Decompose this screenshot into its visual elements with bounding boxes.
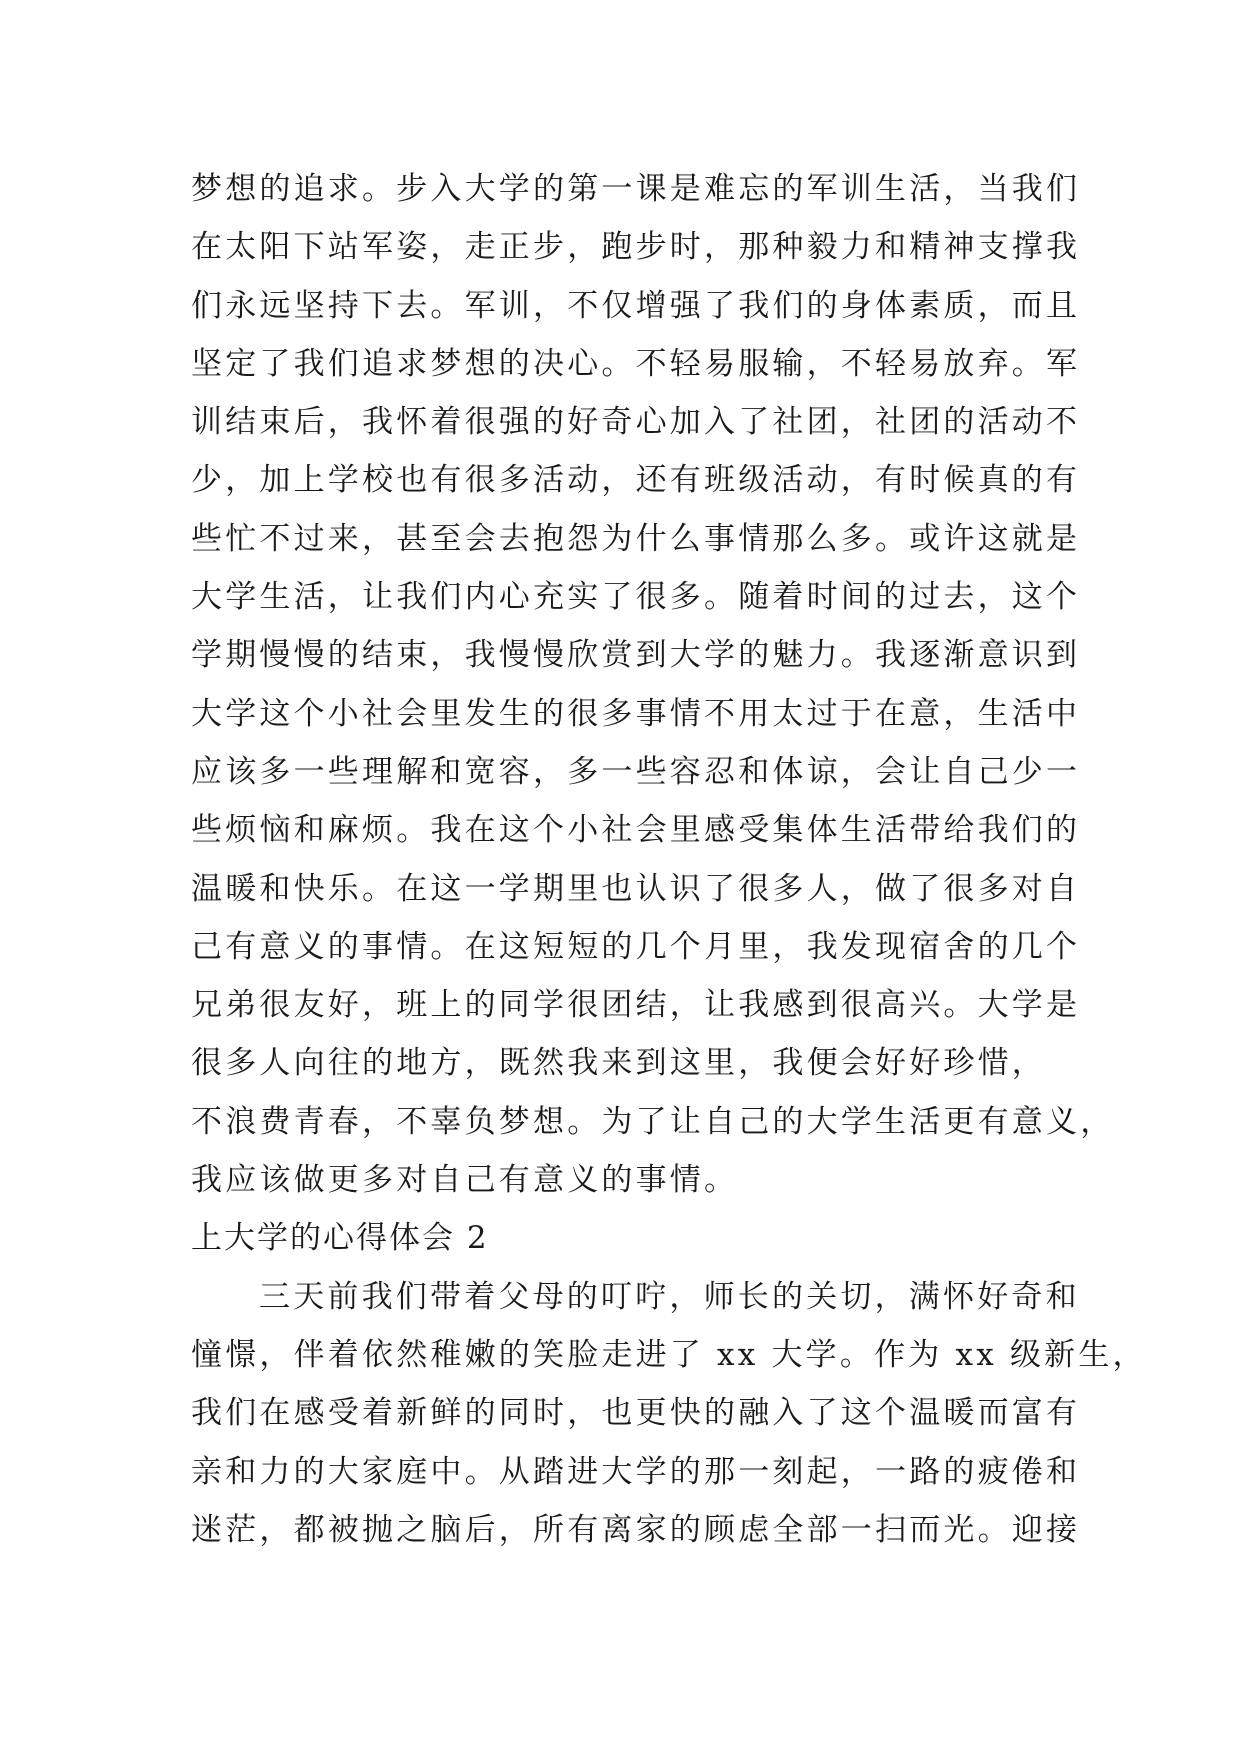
paragraph-line: 学期慢慢的结束，我慢慢欣赏到大学的魅力。我逐渐意识到	[191, 637, 1081, 674]
paragraph-line: 很多人向往的地方，既然我来到这里，我便会好好珍惜，	[191, 1045, 1046, 1082]
paragraph-line: 在太阳下站军姿，走正步，跑步时，那种毅力和精神支撑我	[191, 229, 1081, 266]
paragraph-line: 些忙不过来，甚至会去抱怨为什么事情那么多。或许这就是	[191, 520, 1081, 557]
paragraph-line: 我们在感受着新鲜的同时，也更快的融入了这个温暖而富有	[191, 1395, 1081, 1432]
paragraph-line: 训结束后，我怀着很强的好奇心加入了社团，社团的活动不	[191, 404, 1081, 441]
paragraph-line: 我应该做更多对自己有意义的事情。	[191, 1162, 739, 1199]
paragraph-line: 亲和力的大家庭中。从踏进大学的那一刻起，一路的疲倦和	[191, 1453, 1081, 1490]
document-body	[191, 160, 1147, 1559]
paragraph-line: 们永远坚持下去。军训，不仅增强了我们的身体素质，而且	[191, 287, 1081, 324]
paragraph-line: 坚定了我们追求梦想的决心。不轻易服输，不轻易放弃。军	[191, 345, 1081, 382]
paragraph-line: 己有意义的事情。在这短短的几个月里，我发现宿舍的几个	[191, 928, 1081, 965]
paragraph-line: 些烦恼和麻烦。我在这个小社会里感受集体生活带给我们的	[191, 812, 1081, 849]
paragraph-line: 应该多一些理解和宽容，多一些容忍和体谅，会让自己少一	[191, 753, 1081, 790]
paragraph-line: 少，加上学校也有很多活动，还有班级活动，有时候真的有	[191, 462, 1081, 499]
paragraph-line: 迷茫，都被抛之脑后，所有离家的顾虑全部一扫而光。迎接	[191, 1511, 1081, 1548]
paragraph-line: 梦想的追求。步入大学的第一课是难忘的军训生活，当我们	[191, 171, 1081, 207]
paragraph-line: 大学生活，让我们内心充实了很多。随着时间的过去，这个	[191, 579, 1081, 616]
paragraph-line: 憧憬，伴着依然稚嫩的笑脸走进了 xx 大学。作为 xx 级新生，	[191, 1336, 1147, 1373]
paragraph-line: 三天前我们带着父母的叮咛，师长的关切，满怀好奇和	[259, 1278, 1080, 1315]
section-heading: 上大学的心得体会 2	[191, 1220, 489, 1257]
paragraph-line: 兄弟很友好，班上的同学很团结，让我感到很高兴。大学是	[191, 987, 1081, 1024]
paragraph-line: 不浪费青春，不辜负梦想。为了让自己的大学生活更有意义，	[191, 1103, 1115, 1140]
paragraph-line: 温暖和快乐。在这一学期里也认识了很多人，做了很多对自	[191, 870, 1081, 907]
paragraph-line: 大学这个小社会里发生的很多事情不用太过于在意，生活中	[191, 695, 1081, 732]
